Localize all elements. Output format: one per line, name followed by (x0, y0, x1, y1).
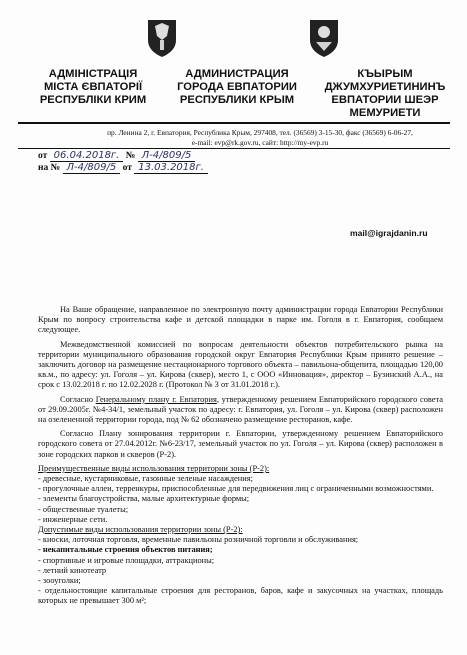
paragraph-general-plan (38, 395, 443, 426)
header-ukrainian (23, 68, 163, 107)
paragraph-decision: Межведомственной комиссией по вопросам деятельности объектов потребительского рынка на территории муниципального образования городской округ Евпатория Республики Крым принято решение – заключить договор на размещение нестационарного торгового объекта – павильона-общепита, площадью 120,00 кв.м., по адресу: ул. Гоголя – ул. Кирова (сквер), место 1, с ООО «Инновация», директор – Бузинский А.А., на срок с 13.02.2018 г. по 12.02.2028 г. (Протокол № 3 от 31.01.2018 г.). (38, 339, 443, 390)
address-block (60, 128, 460, 148)
paragraph-zoning: Согласно Плану зонирования территории г. Евпатории, утвержденному решением Евпаторийского городского совета от 27.04.2012г. №6-23/17, земельный участок по ул. Гоголя – ул. Кирова (сквер) расположен в зоне городских парков и скверов (Р-2). (38, 429, 443, 459)
list-item: - отдельностоящие капитальные строения для ресторанов, баров, кафе и закусочных на участках, площадь которых не превышает 300 м²; (38, 586, 443, 606)
evpatoria-coat-of-arms-icon (307, 18, 341, 58)
list-item: - элементы благоустройства, малые архитектурные формы; (38, 494, 250, 504)
general-plan-reference: Генеральному плану г. Евпатория (95, 394, 217, 404)
list-item: - зооуголки; (38, 576, 81, 586)
list-item: - прогулочные аллеи, терренкуры, приспособленные для передвижения лиц с ограниченными возможностями. (38, 484, 434, 494)
header-line: МІСТА ЄВПАТОРІЇ (43, 81, 143, 93)
text-fragment: , утвержденному решением Евпаторийского городского совета от 29.09.2005г. №4-34/1, земельный участок по адресу: г. Евпатория, ул. Гоголя – ул. Кирова (сквер) расположен на озелененной территории города, под № 62 обозначено размещение ресторанов, кафе. (38, 394, 443, 425)
header-line: АДМИНИСТРАЦИЯ (185, 68, 289, 80)
allowed-uses-heading: Допустимые виды использования территории зоны (Р-2): (38, 525, 243, 535)
header-russian (167, 68, 307, 107)
incoming-reference (38, 162, 208, 174)
incoming-date: 13.03.2018г. (134, 162, 208, 174)
reply-from-label: от (122, 163, 132, 173)
header-line: КЪЫРЫМ (357, 68, 413, 80)
list-item-highlighted: - некапитальные строения объектов питания; (38, 545, 213, 555)
header-line: РЕСПУБЛІКИ КРИМ (39, 94, 147, 106)
list-item: - древесные, кустарниковые, газонные зеленые насаждения; (38, 474, 253, 484)
list-item: - киоски, лоточная торговля, временные павильоны розничной торговли и обслуживания; (38, 535, 359, 545)
header-line: РЕСПУБЛИКИ КРЫМ (179, 94, 295, 106)
list-item: - спортивные и игровые площадки, аттракционы; (38, 555, 215, 565)
paragraph-intro: На Ваше обращение, направленное по электронную почту администрации города Евпатории Республики Крым по вопросу строительства кафе и детской площадки в парке им. Гоголя в г. Евпатория, сообщаем следующее. (38, 305, 443, 335)
text-fragment: Согласно (60, 394, 96, 404)
header-line: ДЖУМХУРИЕТИНИНЪ (324, 81, 446, 93)
from-label: от (38, 151, 48, 161)
letter-body (38, 305, 443, 607)
list-item: - инженерные сети. (38, 514, 108, 524)
primary-uses-heading: Преимущественные виды использования территории зоны (Р-2): (38, 463, 270, 473)
header-line: ГОРОДА ЕВПАТОРИИ (177, 81, 297, 93)
address-line: пр. Ленина 2, г. Евпатория, Республика Крым, 297408, тел. (36569) 3-15-30, факс (36569) 6-06-27, (107, 128, 413, 137)
outgoing-reference (38, 150, 195, 162)
recipient-email: mail@igrajdanin.ru (350, 228, 428, 238)
reply-number-label: на № (38, 163, 61, 173)
address-divider (18, 148, 450, 149)
list-item: - общественные туалеты; (38, 504, 129, 514)
header-line: МЕМУРИЕТИ (349, 107, 421, 119)
crimea-coat-of-arms-icon (145, 18, 179, 58)
header-line: АДМІНІСТРАЦІЯ (48, 68, 138, 80)
email-site-line: e-mail: evp@rk.gov.ru, сайт: http://my-evp.ru (191, 138, 329, 147)
incoming-number: Л-4/809/5 (63, 162, 121, 174)
outgoing-number: Л-4/809/5 (138, 150, 196, 162)
header-line: ЕВПАТОРИИ ШЕЭР (331, 94, 439, 106)
header-divider (18, 122, 450, 124)
list-item: - летний кинотеатр (38, 565, 107, 575)
header-crimean-tatar (320, 68, 450, 120)
number-label: № (125, 151, 136, 161)
outgoing-date: 06.04.2018г. (50, 150, 124, 162)
